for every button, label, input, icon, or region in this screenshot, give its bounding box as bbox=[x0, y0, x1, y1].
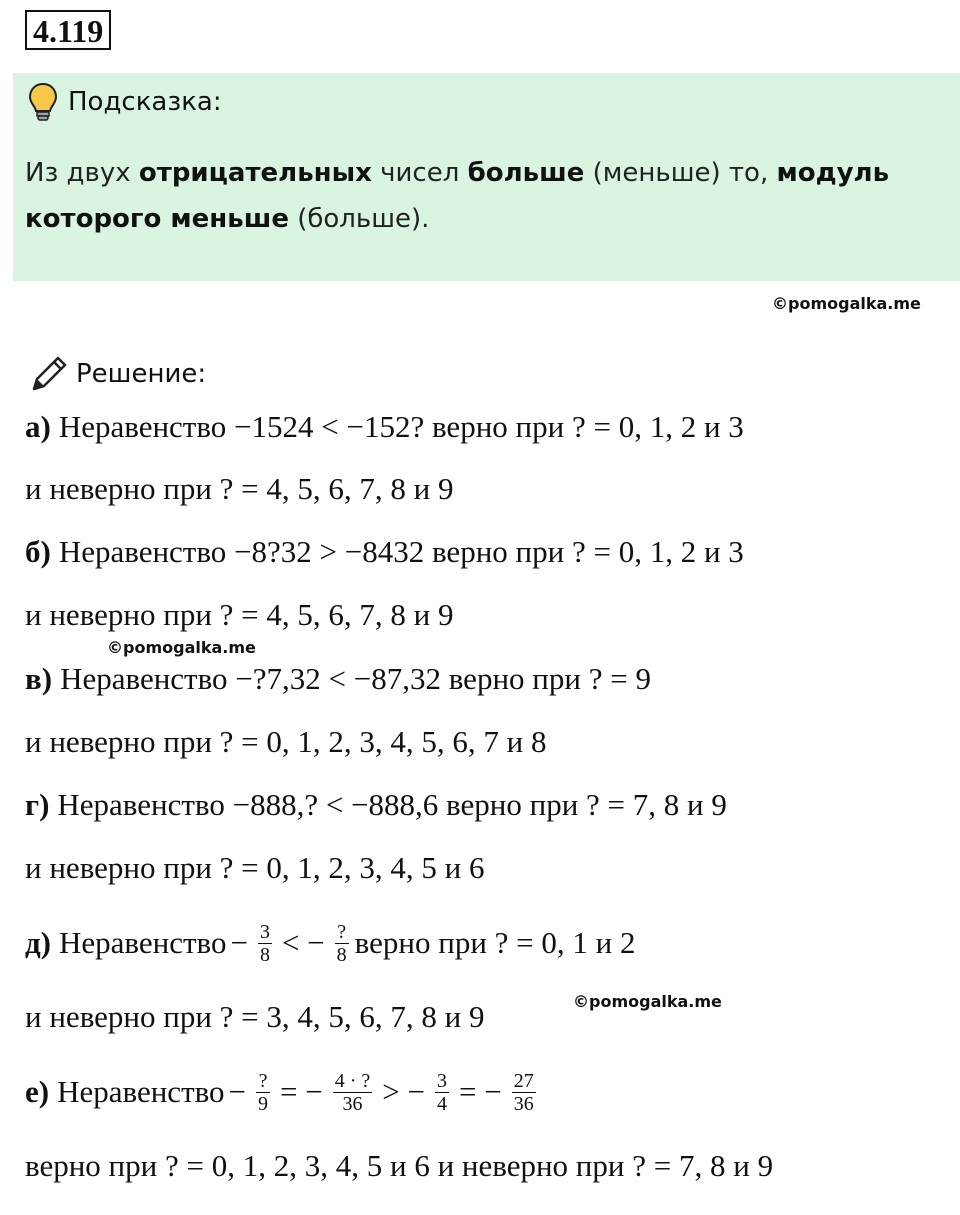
item-e: е) Неравенство − $\frac{?}{9}$ = − $\frac{4 \cdot ?}{36}$ > − $\frac{3}{4}$ = − $\frac{27}{36}$ bbox=[25, 1069, 534, 1115]
item-v-cont: и неверно при ? = 0, 1, 2, 3, 4, 5, 6, 7 и 8 bbox=[25, 724, 547, 759]
hint-title: Подсказка: bbox=[68, 87, 222, 117]
fraction: $\frac{4 \cdot ?}{36}$ bbox=[334, 1069, 371, 1115]
item-d-cont: и неверно при ? = 3, 4, 5, 6, 7, 8 и 9 bbox=[25, 999, 485, 1034]
watermark: ©pomogalka.me bbox=[772, 294, 921, 313]
item-a: а) Неравенство −1524 < −152? верно при ? = 0, 1, 2 и 3 bbox=[25, 409, 744, 444]
fraction: $\frac{?}{8}$ bbox=[336, 920, 347, 966]
solution-header bbox=[28, 352, 206, 396]
item-v: в) Неравенство −?7,32 < −87,32 верно при ? = 9 bbox=[25, 661, 651, 696]
fraction: $\frac{3}{8}$ bbox=[259, 920, 270, 966]
pencil-icon bbox=[28, 353, 70, 395]
item-g-cont: и неверно при ? = 0, 1, 2, 3, 4, 5 и 6 bbox=[25, 850, 485, 885]
hint-text: Из двух отрицательных чисел больше (меньше) то, модуль которого меньше (больше). bbox=[25, 158, 890, 234]
problem-number: 4.119 bbox=[25, 10, 111, 50]
item-e-cont: верно при ? = 0, 1, 2, 3, 4, 5 и 6 и неверно при ? = 7, 8 и 9 bbox=[25, 1148, 774, 1183]
solution-title: Решение: bbox=[76, 359, 207, 389]
fraction: $\frac{?}{9}$ bbox=[258, 1069, 269, 1115]
hint-header bbox=[28, 80, 222, 124]
watermark: ©pomogalka.me bbox=[107, 638, 256, 657]
fraction: $\frac{3}{4}$ bbox=[437, 1069, 448, 1115]
item-b-cont: и неверно при ? = 4, 5, 6, 7, 8 и 9 bbox=[25, 597, 454, 632]
item-g: г) Неравенство −888,? < −888,6 верно при ? = 7, 8 и 9 bbox=[25, 787, 727, 822]
item-a-cont: и неверно при ? = 4, 5, 6, 7, 8 и 9 bbox=[25, 471, 454, 506]
item-d: д) Неравенство − $\frac{3}{8}$ < − $\frac{?}{8}$ верно при ? = 0, 1 и 2 bbox=[25, 920, 636, 966]
watermark: ©pomogalka.me bbox=[573, 992, 722, 1011]
lightbulb-icon bbox=[28, 82, 58, 122]
fraction: $\frac{27}{36}$ bbox=[513, 1069, 534, 1115]
item-b: б) Неравенство −8?32 > −8432 верно при ? = 0, 1, 2 и 3 bbox=[25, 534, 744, 569]
